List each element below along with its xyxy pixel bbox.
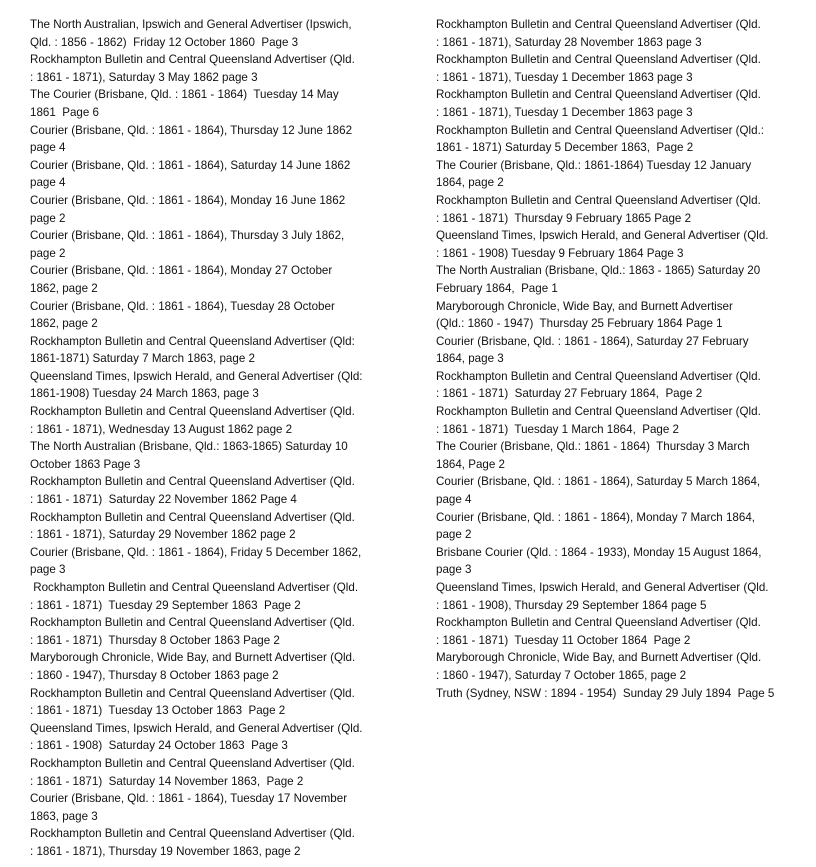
- citation-entry: Courier (Brisbane, Qld. : 1861 - 1864), Thursday 12 June 1862 page 4: [30, 123, 353, 155]
- citation-entry: The North Australian, Ipswich and General Advertiser (Ipswich, Qld. : 1856 - 1862) Friday 12 October 1860 Page 3: [30, 18, 352, 49]
- citation-entry: The North Australian (Brisbane, Qld.: 1863-1865) Saturday 10 October 1863 Page 3: [30, 440, 348, 471]
- citation-entry: Courier (Brisbane, Qld. : 1861 - 1864), Tuesday 17 November 1863, page 3: [30, 792, 348, 823]
- citation-entry: Rockhampton Bulletin and Central Queensland Advertiser (Qld. : 1861 - 1871), Saturday 29 November 1862 page 2: [30, 510, 355, 542]
- citation-entry: Courier (Brisbane, Qld. : 1861 - 1864), Monday 7 March 1864, page 2: [436, 510, 755, 542]
- citation-entry: Rockhampton Bulletin and Central Queensland Advertiser (Qld. : 1861 - 1871), Tuesday 1 December 1863 page 3: [436, 88, 761, 119]
- left-column: [30, 16, 382, 861]
- citation-entry: The North Australian (Brisbane, Qld.: 1863 - 1865) Saturday 20 February 1864, Page 1: [436, 264, 761, 295]
- citation-entry: Maryborough Chronicle, Wide Bay, and Burnett Advertiser (Qld.: 1860 - 1947) Thursday 25 February 1864 Page 1: [436, 299, 733, 331]
- citation-entry: Courier (Brisbane, Qld. : 1861 - 1864), Monday 27 October 1862, page 2: [30, 264, 333, 295]
- citation-entry: Queensland Times, Ipswich Herald, and General Advertiser (Qld. : 1861 - 1908) Saturday 24 October 1863 Page 3: [30, 721, 363, 753]
- citation-entry: Rockhampton Bulletin and Central Queensland Advertiser (Qld. : 1861 - 1871) Tuesday 1 March 1864, Page 2: [436, 405, 761, 436]
- citation-entry: The Courier (Brisbane, Qld.: 1861-1864) Tuesday 12 January 1864, page 2: [436, 158, 752, 190]
- citation-entry: Rockhampton Bulletin and Central Queensland Advertiser (Qld. : 1861 - 1871) Saturday 27 February 1864, Page 2: [436, 369, 761, 401]
- right-column: [436, 16, 788, 702]
- citation-entry: Truth (Sydney, NSW : 1894 - 1954) Sunday 29 July 1894 Page 5: [436, 686, 775, 700]
- citation-entry: Rockhampton Bulletin and Central Queensland Advertiser (Qld. : 1861 - 1871) Saturday 22 November 1862 Page 4: [30, 475, 355, 507]
- citation-entry: Queensland Times, Ipswich Herald, and General Advertiser (Qld. : 1861 - 1908) Tuesday 9 February 1864 Page 3: [436, 229, 769, 260]
- citation-entry: Courier (Brisbane, Qld. : 1861 - 1864), Saturday 27 February 1864, page 3: [436, 334, 749, 366]
- citation-entry: Rockhampton Bulletin and Central Queensland Advertiser (Qld. : 1861 - 1871), Wednesday 13 August 1862 page 2: [30, 405, 355, 436]
- citation-entry: Courier (Brisbane, Qld. : 1861 - 1864), Tuesday 28 October 1862, page 2: [30, 299, 335, 331]
- citation-entry: Rockhampton Bulletin and Central Queensland Advertiser (Qld. : 1861 - 1871) Tuesday 29 September 1863 Page 2: [30, 581, 359, 612]
- citation-entry: The Courier (Brisbane, Qld.: 1861 - 1864) Thursday 3 March 1864, Page 2: [436, 440, 750, 471]
- citation-entry: Courier (Brisbane, Qld. : 1861 - 1864), Monday 16 June 1862 page 2: [30, 193, 346, 225]
- citation-entry: Brisbane Courier (Qld. : 1864 - 1933), Monday 15 August 1864, page 3: [436, 545, 762, 577]
- citation-entry: Rockhampton Bulletin and Central Queensland Advertiser (Qld. : 1861 - 1871) Tuesday 11 October 1864 Page 2: [436, 616, 761, 647]
- citation-entry: Rockhampton Bulletin and Central Queensland Advertiser (Qld. : 1861 - 1871), Tuesday 1 December 1863 page 3: [436, 53, 761, 84]
- citation-entry: Rockhampton Bulletin and Central Queensland Advertiser (Qld. : 1861 - 1871) Thursday 9 February 1865 Page 2: [436, 193, 761, 225]
- citation-entry: The Courier (Brisbane, Qld. : 1861 - 1864) Tuesday 14 May 1861 Page 6: [30, 88, 339, 119]
- citation-entry: Queensland Times, Ipswich Herald, and General Advertiser (Qld. : 1861 - 1908), Thursday 29 September 1864 page 5: [436, 581, 769, 612]
- citation-entry: Rockhampton Bulletin and Central Queensland Advertiser (Qld: 1861-1871) Saturday 7 March 1863, page 2: [30, 334, 355, 366]
- citation-entry: Rockhampton Bulletin and Central Queensland Advertiser (Qld. : 1861 - 1871), Thursday 19 November 1863, page 2: [30, 827, 355, 858]
- citation-entry: Rockhampton Bulletin and Central Queensland Advertiser (Qld. : 1861 - 1871), Saturday 28 November 1863 page 3: [436, 18, 761, 49]
- citation-entry: Queensland Times, Ipswich Herald, and General Advertiser (Qld: 1861-1908) Tuesday 24 March 1863, page 3: [30, 369, 363, 401]
- citation-entry: Rockhampton Bulletin and Central Queensland Advertiser (Qld.: 1861 - 1871) Saturday 5 December 1863, Page 2: [436, 123, 765, 155]
- citation-entry: Courier (Brisbane, Qld. : 1861 - 1864), Friday 5 December 1862, page 3: [30, 545, 362, 577]
- citation-entry: Rockhampton Bulletin and Central Queensland Advertiser (Qld. : 1861 - 1871) Saturday 14 November 1863, Page 2: [30, 756, 355, 788]
- citation-entry: Courier (Brisbane, Qld. : 1861 - 1864), Thursday 3 July 1862, page 2: [30, 229, 345, 260]
- citation-entry: Rockhampton Bulletin and Central Queensland Advertiser (Qld. : 1861 - 1871) Tuesday 13 October 1863 Page 2: [30, 686, 355, 718]
- citation-entry: Rockhampton Bulletin and Central Queensland Advertiser (Qld. : 1861 - 1871), Saturday 3 May 1862 page 3: [30, 53, 355, 84]
- citation-entry: Rockhampton Bulletin and Central Queensland Advertiser (Qld. : 1861 - 1871) Thursday 8 October 1863 Page 2: [30, 616, 355, 647]
- citation-entry: Maryborough Chronicle, Wide Bay, and Burnett Advertiser (Qld. : 1860 - 1947), Saturday 7 October 1865, page 2: [436, 651, 762, 682]
- citation-entry: Courier (Brisbane, Qld. : 1861 - 1864), Saturday 14 June 1862 page 4: [30, 158, 351, 190]
- citation-entry: Maryborough Chronicle, Wide Bay, and Burnett Advertiser (Qld. : 1860 - 1947), Thursday 8 October 1863 page 2: [30, 651, 356, 682]
- citation-entry: Courier (Brisbane, Qld. : 1861 - 1864), Saturday 5 March 1864, page 4: [436, 475, 761, 507]
